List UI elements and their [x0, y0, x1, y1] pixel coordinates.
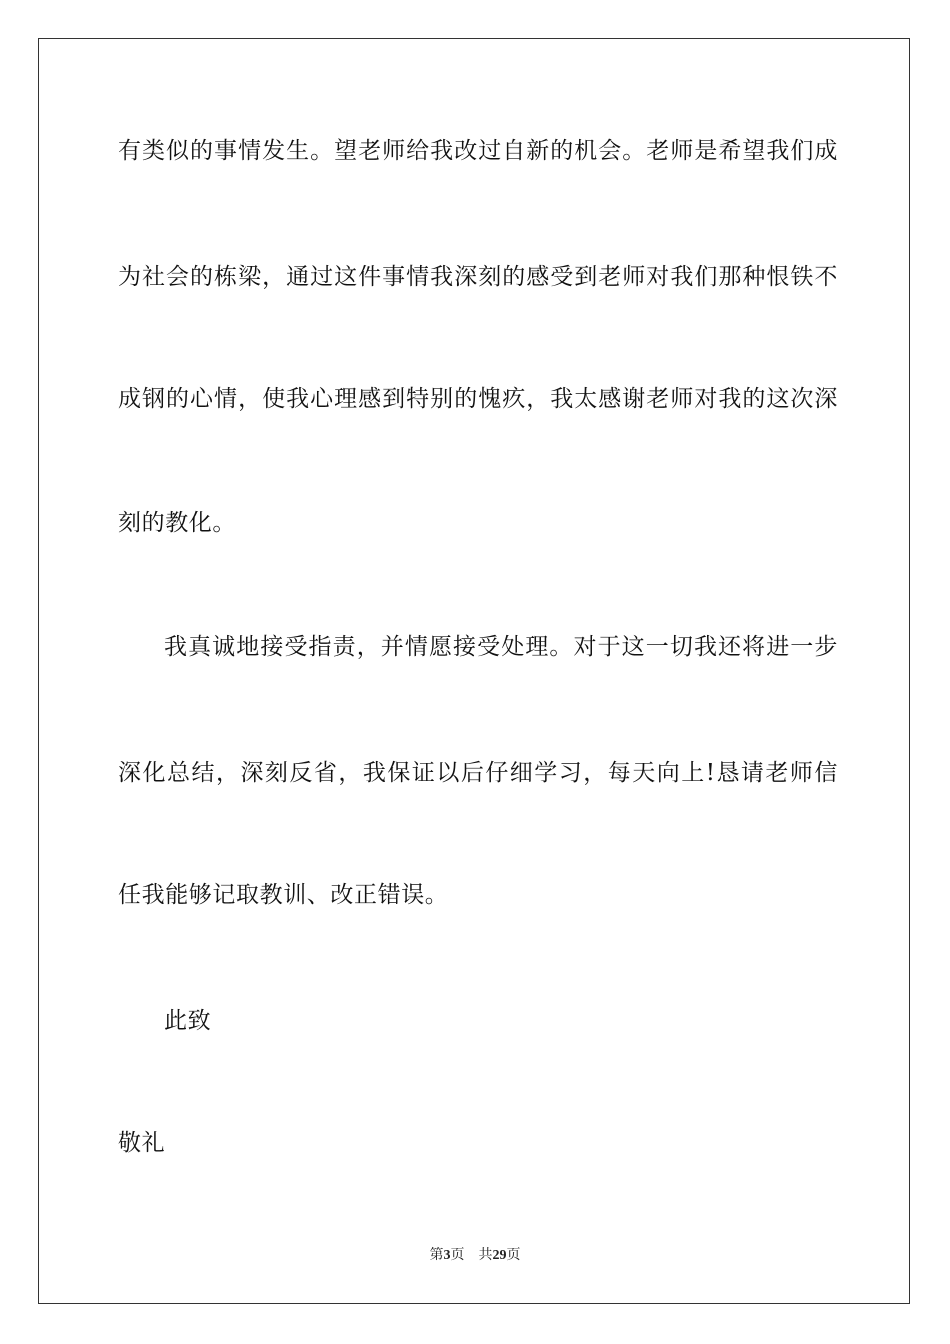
paragraph-2-line-2: 深化总结，深刻反省，我保证以后仔细学习，每天向上!恳请老师信 [118, 760, 838, 786]
total-prefix: 共 [478, 1248, 493, 1263]
page-footer [0, 1247, 950, 1265]
page-suffix: 页 [450, 1248, 465, 1263]
closing-salutation: 此致 [164, 1008, 212, 1034]
paragraph-2-line-3: 任我能够记取教训、改正错误。 [118, 882, 449, 908]
total-pages: 29 [492, 1248, 507, 1263]
paragraph-2-line-1: 我真诚地接受指责，并情愿接受处理。对于这一切我还将进一步 [164, 634, 838, 660]
paragraph-1-line-2: 为社会的栋梁，通过这件事情我深刻的感受到老师对我们那种恨铁不 [118, 264, 838, 290]
paragraph-1-line-1: 有类似的事情发生。望老师给我改过自新的机会。老师是希望我们成 [118, 138, 838, 164]
total-suffix: 页 [506, 1248, 521, 1263]
page-number: 3 [443, 1248, 451, 1263]
closing-regards: 敬礼 [118, 1130, 166, 1156]
page-border [38, 38, 910, 1304]
paragraph-1-line-3: 成钢的心情，使我心理感到特别的愧疚，我太感谢老师对我的这次深 [118, 386, 838, 412]
paragraph-1-line-4: 刻的教化。 [118, 510, 236, 536]
page-prefix: 第 [429, 1248, 444, 1263]
